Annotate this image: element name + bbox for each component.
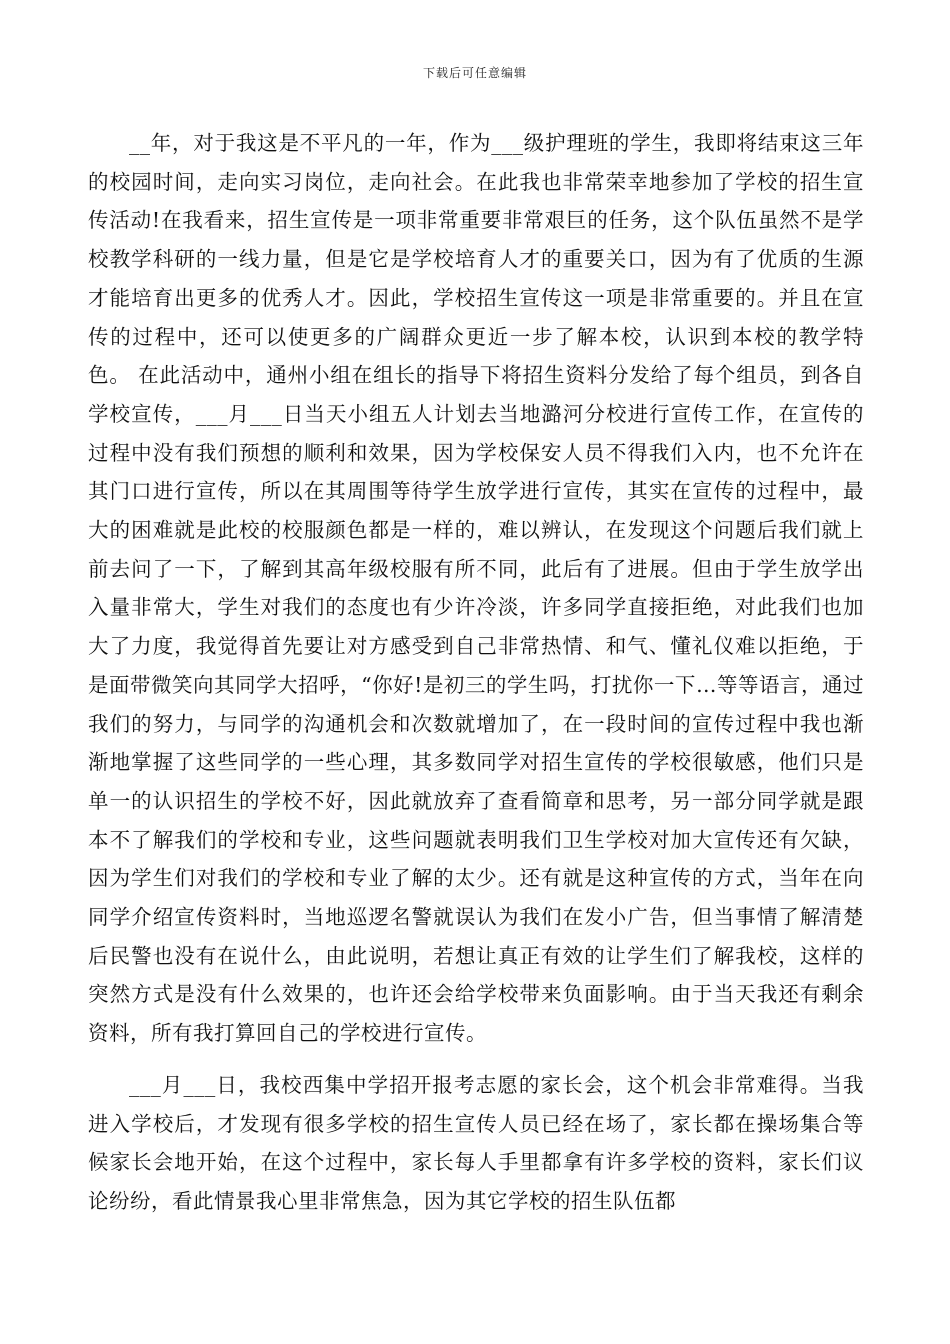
page-header-note: 下载后可任意编辑 — [422, 66, 527, 80]
paragraph-2: ___月___日，我校西集中学招开报考志愿的家长会，这个机会非常难得。当我进入学校后，才发现有很多学校的招生宣传人员已经在场了，家长都在操场集合等候家长会地开始，在这个过程中，家长每人手里都拿有许多学校的资料，家长们议论纷纷，看此情景我心里非常焦急，因为其它学校的招生队伍都 — [88, 1072, 864, 1213]
paragraph-1: __年，对于我这是不平凡的一年，作为___级护理班的学生，我即将结束这三年的校园时间，走向实习岗位，走向社会。在此我也非常荣幸地参加了学校的招生宣传活动!在我看来，招生宣传是一项非常重要非常艰巨的任务，这个队伍虽然不是学校教学科研的一线力量，但是它是学校培育人才的重要关口，因为有了优质的生源才能培育出更多的优秀人才。因此，学校招生宣传这一项是非常重要的。并且在宣传的过程中，还可以使更多的广阔群众更近一步了解本校，认识到本校的教学特色。 在此活动中，通州小组在组长的指导下将招生资料分发给了每个组员，到各自学校宣传，___月___日当天小组五人计划去当地潞河分校进行宣传工作，在宣传的过程中没有我们预想的顺利和效果，因为学校保安人员不得我们入内，也不允许在其门口进行宣传，所以在其周围等待学生放学进行宣传，其实在宣传的过程中，最大的困难就是此校的校服颜色都是一样的，难以辨认，在发现这个问题后我们就上前去问了一下，了解到其高年级校服有所不同，此后有了进展。但由于学生放学出入量非常大，学生对我们的态度也有少许冷淡，许多同学直接拒绝，对此我们也加大了力度，我觉得首先要让对方感受到自己非常热情、和气、懂礼仪难以拒绝，于是面带微笑向其同学大招呼，“你好!是初三的学生吗，打扰你一下…等等语言，通过我们的努力，与同学的沟通机会和次数就增加了，在一段时间的宣传过程中我也渐渐地掌握了这些同学的一些心理，其多数同学对招生宣传的学校很敏感，他们只是单一的认识招生的学校不好，因此就放弃了查看简章和思考，另一部分同学就是跟本不了解我们的学校和专业，这些问题就表明我们卫生学校对加大宣传还有欠缺，因为学生们对我们的学校和专业了解的太少。还有就是这种宣传的方式，当年在向同学介绍宣传资料时，当地巡逻名警就误认为我们在发小广告，但当事情了解清楚后民警也没有在说什么，由此说明，若想让真正有效的让学生们了解我校，这样的突然方式是没有什么效果的，也许还会给学校带来负面影响。由于当天我还有剩余资料，所有我打算回自己的学校进行宣传。 — [88, 131, 864, 1046]
document-body — [88, 124, 864, 1221]
